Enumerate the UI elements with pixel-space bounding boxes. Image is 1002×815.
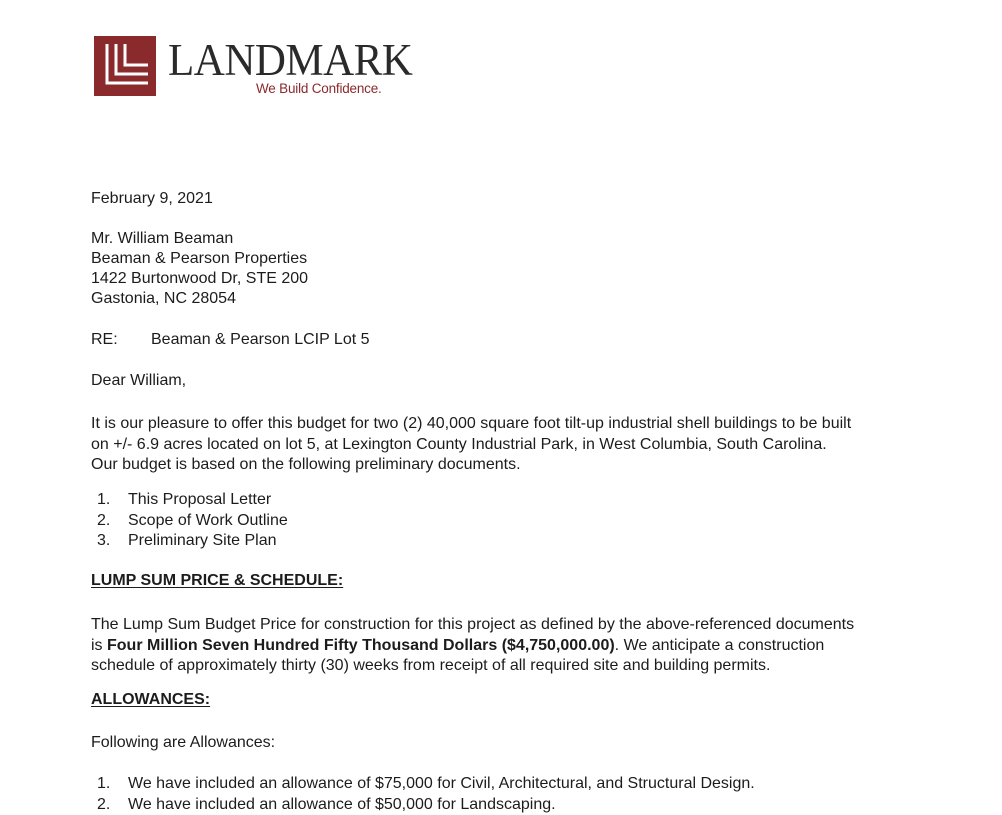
list-item: 1. This Proposal Letter [97, 490, 288, 511]
re-subject: Beaman & Pearson LCIP Lot 5 [151, 331, 370, 348]
landmark-logo-icon [94, 36, 156, 96]
re-label: RE: [91, 330, 151, 350]
recipient-name: Mr. William Beaman [91, 229, 233, 249]
intro-line: on +/- 6.9 acres located on lot 5, at Lexington County Industrial Park, in West Columbia, South Carolina. [91, 435, 933, 456]
lump-sum-line: schedule of approximately thirty (30) weeks from receipt of all required site and building permits. [91, 656, 933, 677]
intro-line: Our budget is based on the following preliminary documents. [91, 455, 933, 476]
lump-sum-amount: Four Million Seven Hundred Fifty Thousand Dollars ($4,750,000.00) [107, 637, 615, 654]
list-item: 1. We have included an allowance of $75,000 for Civil, Architectural, and Structural Design. [97, 774, 755, 795]
logo-tagline: We Build Confidence. [256, 81, 382, 96]
lump-sum-line: The Lump Sum Budget Price for construction for this project as defined by the above-referenced documents [91, 615, 933, 636]
list-item: 2. We have included an allowance of $50,000 for Landscaping. [97, 795, 755, 815]
list-item: 2. Scope of Work Outline [97, 511, 288, 532]
recipient-address-line2: Gastonia, NC 28054 [91, 289, 236, 309]
allowances-list [97, 774, 755, 815]
lump-sum-heading: LUMP SUM PRICE & SCHEDULE: [91, 572, 343, 590]
logo-wordmark: LANDMARK [168, 38, 412, 83]
salutation: Dear William, [91, 371, 186, 391]
lump-sum-paragraph [91, 615, 933, 677]
lump-sum-line: is Four Million Seven Hundred Fifty Thousand Dollars ($4,750,000.00). We anticipate a construction [91, 636, 933, 657]
intro-paragraph [91, 414, 933, 476]
letter-date: February 9, 2021 [91, 189, 213, 209]
allowances-heading: ALLOWANCES: [91, 691, 210, 709]
documents-list [97, 490, 288, 552]
intro-line: It is our pleasure to offer this budget for two (2) 40,000 square foot tilt-up industrial shell buildings to be built [91, 414, 933, 435]
recipient-company: Beaman & Pearson Properties [91, 249, 307, 269]
allowances-intro: Following are Allowances: [91, 733, 275, 753]
recipient-address-line1: 1422 Burtonwood Dr, STE 200 [91, 269, 308, 289]
re-line [91, 330, 370, 350]
list-item: 3. Preliminary Site Plan [97, 531, 288, 552]
